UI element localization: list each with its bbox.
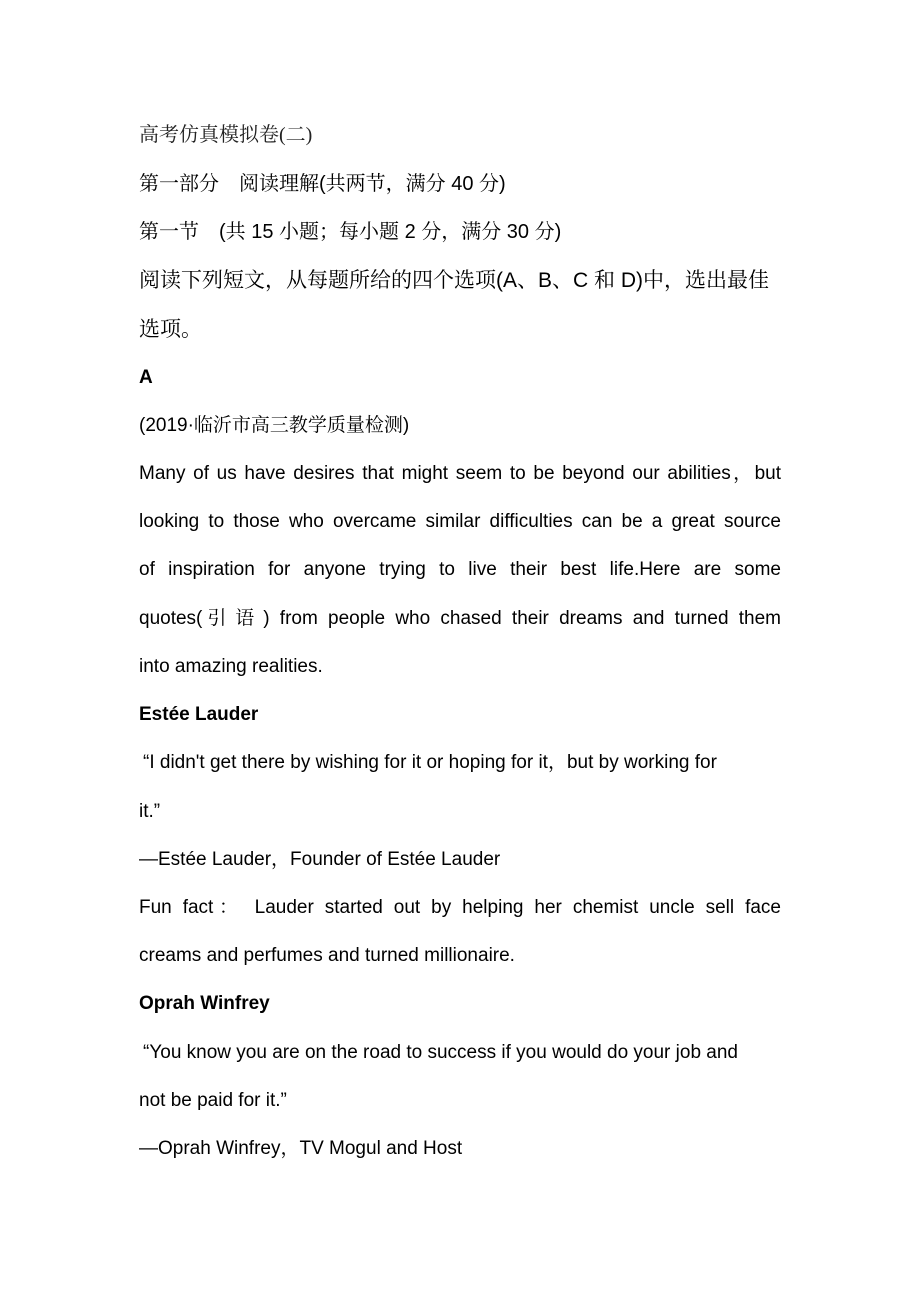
passage-label: A <box>139 367 153 388</box>
instructions-line-2: 选项。 <box>139 318 202 341</box>
quote-1-name: Estée Lauder <box>139 704 259 725</box>
quote-2-name: Oprah Winfrey <box>139 993 270 1014</box>
quote-1-fun-fact-line-1: Fun fact： Lauder started out by helping her chemist uncle sell face <box>139 897 781 918</box>
intro-line-4-post: ) from people who chased their dreams and turned them <box>263 608 781 629</box>
intro-line-3: of inspiration for anyone trying to live their best life.Here are some <box>139 559 781 580</box>
quote-1-attribution: —Estée Lauder，Founder of Estée Lauder <box>139 849 501 870</box>
intro-line-4-chinese-gloss: 引语 <box>202 608 264 629</box>
section-heading: 第一节 (共 15 小题；每小题 2 分，满分 30 分) <box>139 221 562 243</box>
instructions-line-1: 阅读下列短文，从每题所给的四个选项(A、B、C 和 D)中，选出最佳 <box>139 269 769 292</box>
intro-line-4-pre: quotes( <box>139 608 203 629</box>
passage-source: (2019·临沂市高三教学质量检测) <box>139 415 410 436</box>
quote-2-text-line-1: “You know you are on the road to success if you would do your job and <box>143 1042 739 1063</box>
intro-line-1: Many of us have desires that might seem to be beyond our abilities，but <box>139 463 781 484</box>
quote-2-attribution: —Oprah Winfrey，TV Mogul and Host <box>139 1138 463 1159</box>
exam-title: 高考仿真模拟卷(二) <box>139 124 313 146</box>
quote-2-text-line-2: not be paid for it.” <box>139 1090 287 1111</box>
quote-1-text-line-2: it.” <box>139 801 161 822</box>
intro-line-5: into amazing realities. <box>139 656 323 677</box>
part-heading: 第一部分 阅读理解(共两节，满分 40 分) <box>139 173 506 195</box>
intro-line-2: looking to those who overcame similar difficulties can be a great source <box>139 511 781 532</box>
quote-1-fun-fact-line-2: creams and perfumes and turned millionaire. <box>139 945 515 966</box>
intro-line-4 <box>139 607 781 631</box>
quote-1-text-line-1: “I didn't get there by wishing for it or hoping for it，but by working for <box>143 752 717 773</box>
